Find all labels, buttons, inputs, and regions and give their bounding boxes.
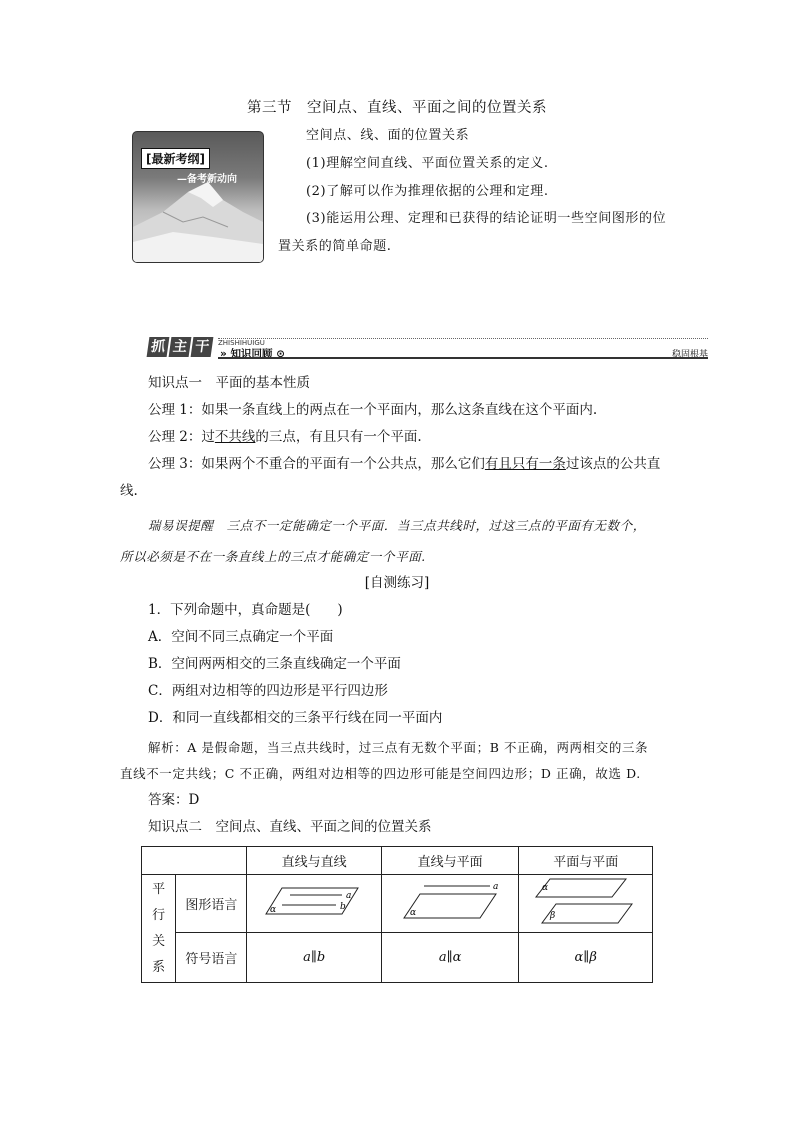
kp2-heading: 知识点二 空间点、直线、平面之间的位置关系 bbox=[148, 819, 432, 835]
symbol-cell: α∥β bbox=[519, 933, 653, 983]
figure-plane-plane bbox=[519, 875, 653, 933]
badge-subtitle: —备考新动向 bbox=[177, 174, 237, 185]
axiom-text: 公理 2：过 bbox=[148, 429, 215, 445]
label-alpha: α bbox=[541, 882, 548, 893]
newest-outline-badge: [最新考纲] bbox=[141, 148, 210, 169]
figure-line-plane bbox=[381, 875, 518, 933]
axiom-3 bbox=[148, 451, 660, 478]
axiom-text: 的三点，有且只有一个平面. bbox=[255, 429, 422, 445]
row-label-symbol: 符号语言 bbox=[176, 933, 247, 983]
analysis: 直线不一定共线；C 不正确，两组对边相等的四边形可能是空间四边形；D 正确，故选 D. bbox=[120, 766, 641, 781]
tab-char: 主 bbox=[169, 337, 192, 357]
label-alpha: α bbox=[410, 907, 417, 918]
option-a: A．空间不同三点确定一个平面 bbox=[148, 629, 334, 645]
option-c: C．两组对边相等的四边形是平行四边形 bbox=[148, 683, 388, 699]
group-char: 系 bbox=[152, 959, 166, 975]
row-label-graph: 图形语言 bbox=[176, 875, 247, 933]
error-hint: 所以必须是不在一条直线上的三点才能确定一个平面. bbox=[120, 549, 426, 564]
axiom-2 bbox=[148, 424, 422, 451]
label-b: b bbox=[340, 901, 346, 912]
tab-char: 干 bbox=[191, 337, 214, 357]
answer: 答案：D bbox=[148, 792, 200, 808]
outline-item: 置关系的简单命题. bbox=[278, 239, 392, 254]
outline-heading: 空间点、线、面的位置关系 bbox=[306, 128, 470, 143]
option-b: B．空间两两相交的三条直线确定一个平面 bbox=[148, 656, 401, 672]
parallel-lines-figure bbox=[254, 880, 374, 924]
group-char: 行 bbox=[152, 907, 166, 923]
kp1-heading: 知识点一 平面的基本性质 bbox=[148, 375, 310, 391]
label-a: a bbox=[346, 890, 352, 901]
table-header: 平面与平面 bbox=[519, 847, 653, 875]
label-alpha: α bbox=[270, 904, 277, 915]
table-header: 直线与直线 bbox=[247, 847, 382, 875]
section-label: » 知识回顾 ⊙ bbox=[220, 348, 285, 360]
relation-table bbox=[141, 846, 653, 983]
section-right-label: 稳固根基 bbox=[671, 350, 708, 360]
group-char: 平 bbox=[152, 881, 166, 897]
question: 1．下列命题中，真命题是( ) bbox=[148, 602, 343, 618]
tab-char: 抓 bbox=[147, 337, 170, 357]
axiom-underline: 不共线 bbox=[214, 429, 256, 445]
section-tab bbox=[148, 337, 212, 357]
section-bar bbox=[148, 336, 708, 360]
line-plane-figure bbox=[390, 880, 510, 924]
mountain-photo bbox=[132, 131, 264, 263]
group-char: 关 bbox=[152, 933, 166, 949]
group-label bbox=[142, 875, 176, 983]
figure-line-line bbox=[247, 875, 382, 933]
table-corner bbox=[142, 847, 247, 875]
analysis: 解析：A 是假命题，当三点共线时，过三点有无数个平面；B 不正确，两两相交的三条 bbox=[148, 740, 649, 755]
section-pinyin: ZHISHIHUIGU bbox=[218, 339, 265, 347]
plane-plane-figure bbox=[526, 876, 646, 928]
divider bbox=[218, 357, 708, 359]
axiom-text: 公理 3：如果两个不重合的平面有一个公共点，那么它们 bbox=[148, 456, 485, 472]
label-a: a bbox=[493, 881, 499, 892]
page-title: 第三节 空间点、直线、平面之间的位置关系 bbox=[247, 100, 547, 116]
practice-heading: [自测练习] bbox=[364, 575, 430, 591]
axiom-1: 公理 1：如果一条直线上的两点在一个平面内，那么这条直线在这个平面内. bbox=[148, 402, 598, 418]
error-hint: 瑞易误提醒 三点不一定能确定一个平面．当三点共线时，过这三点的平面有无数个， bbox=[148, 518, 646, 533]
table-header: 直线与平面 bbox=[381, 847, 518, 875]
axiom-text: 过该点的公共直 bbox=[565, 456, 661, 472]
symbol-cell: a∥α bbox=[381, 933, 518, 983]
axiom-3-continued: 线. bbox=[120, 483, 138, 499]
symbol-cell: a∥b bbox=[247, 933, 382, 983]
axiom-underline: 有且只有一条 bbox=[484, 456, 566, 472]
outline-item: (1)理解空间直线、平面位置关系的定义. bbox=[306, 156, 549, 171]
option-d: D．和同一直线都相交的三条平行线在同一平面内 bbox=[148, 710, 443, 726]
divider bbox=[218, 338, 708, 339]
label-beta: β bbox=[549, 910, 555, 921]
outline-item: (3)能运用公理、定理和已获得的结论证明一些空间图形的位 bbox=[306, 211, 667, 226]
outline-item: (2)了解可以作为推理依据的公理和定理. bbox=[306, 184, 549, 199]
